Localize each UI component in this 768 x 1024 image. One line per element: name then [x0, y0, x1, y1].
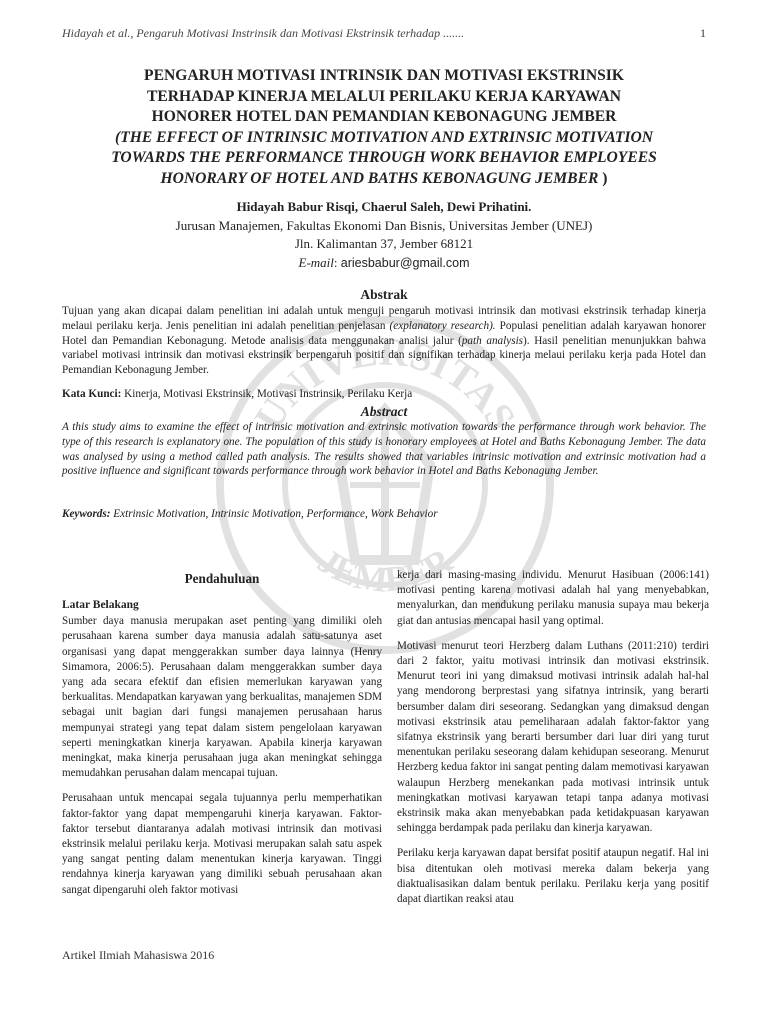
abstract-heading: Abstract — [360, 404, 408, 419]
paragraph: kerja dari masing-masing individu. Menurut Hasibuan (2006:141) motivasi penting karena motivasi adalah hal yang menyebabkan, menyalurkan, dan mendukung perilaku manusia supaya mau bekerja giat dan antusias mencapai hasil yang optimal. — [397, 569, 709, 627]
email-line: E-mail: ariesbabur@gmail.com — [298, 254, 470, 270]
page-number: 1 — [700, 26, 706, 40]
paragraph: Motivasi menurut teori Herzberg dalam Luthans (2011:210) terdiri dari 2 faktor, yaitu motivasi intrinsik dan motivasi ekstrinsik. Menurut teori ini yang dimaksud motivasi intrinsik adalah hal-hal yang mendorong berprestasi yang sifatnya intrinsik, yang berarti bersumber dalam diri seseorang. Sedangkan yang dimaksud dengan motivasi ekstrinsik atau pemeliharaan adalah faktor-faktor yang sifatnya ekstrinsik yang berarti bersumber dari luar diri yang turut menentukan perilaku seseorang dalam kehidupan seseorang. Menurut Herzberg kedua faktor ini sangat penting dalam memotivasi karyawan walaupun Herzberg menekankan pada motivasi intrinsik untuk meningkatkan motivasi karyawan tetapi tanpa adanya motivasi ekstrinsik maka akan menyebabkan pada ketidakpuasan karyawan sehingga berdampak pada perilaku dan kinerja karyawan. — [397, 639, 709, 835]
english-title-text-3: HONORARY OF HOTEL AND BATHS KEBONAGUNG JEMBER — [160, 169, 599, 187]
kata-kunci-label: Kata Kunci: — [62, 388, 122, 400]
english-title-line-3: HONORARY OF HOTEL AND BATHS KEBONAGUNG JEMBER ) — [160, 169, 608, 187]
keywords — [62, 508, 706, 520]
keywords-text: Extrinsic Motivation, Intrinsic Motivation, Performance, Work Behavior — [110, 508, 438, 520]
author-block — [40, 198, 728, 272]
affiliation: Jurusan Manajemen, Fakultas Ekonomi Dan Bisnis, Universitas Jember (UNEJ) — [175, 217, 593, 233]
abstrak-heading: Abstrak — [360, 287, 408, 302]
body-column-left — [62, 598, 382, 908]
seal-bottom-text: JEMBER — [310, 540, 460, 601]
paper-title — [40, 66, 728, 189]
title-line-2: TERHADAP KINERJA MELALUI PERILAKU KERJA KARYAWAN — [146, 87, 622, 105]
email-label: E-mail — [298, 254, 334, 270]
seal-top-text: UNIVERSITAS — [245, 328, 525, 438]
english-title-text-1: THE EFFECT OF INTRINSIC MOTIVATION AND EXTRINSIC MOTIVATION — [120, 128, 653, 146]
keywords-label: Keywords: — [62, 508, 111, 520]
english-title-line-1: (THE EFFECT OF INTRINSIC MOTIVATION AND EXTRINSIC MOTIVATION — [115, 128, 653, 146]
email-address: ariesbabur@gmail.com — [340, 255, 470, 270]
abstrak-italic-1: (explanatory research). — [389, 319, 496, 332]
author-names: Hidayah Babur Risqi, Chaerul Saleh, Dewi Prihatini. — [236, 199, 532, 214]
address: Jln. Kalimantan 37, Jember 68121 — [294, 236, 474, 251]
abstrak-italic-2: path analysis — [461, 334, 524, 347]
title-line-3: HONORER HOTEL DAN PEMANDIAN KEBONAGUNG JEMBER — [151, 108, 617, 125]
paragraph: Perilaku kerja karyawan dapat bersifat positif ataupun negatif. Hal ini bisa ditentukan oleh motivasi mereka dalam bekerja yang diaktualisasikan dalam bentuk perilaku. Perilaku kerja yang positif dapat diartikan reaksi atau — [397, 847, 709, 906]
abstrak-part-3: ). Hasil penelitian menunjukkan bahwa variabel motivasi intrinsik dan motivasi ekstrinsik berpengaruh positif dan signifikan terhadap kinerja melaui perilaku kerja pada Hotel dan Pemandian Kebonagung Jember. — [62, 334, 707, 377]
english-title-line-2: TOWARDS THE PERFORMANCE THROUGH WORK BEHAVIOR EMPLOYEES — [111, 149, 657, 166]
title-line-1: PENGARUH MOTIVASI INTRINSIK DAN MOTIVASI EKSTRINSIK — [144, 67, 624, 84]
abstrak-part-1: Tujuan yang akan dicapai dalam penelitian ini adalah untuk menguji pengaruh motivasi intrinsik dan motivasi ekstrinsik terhadap kinerja melaui perilaku kerja. Jenis penelitian ini adalah penelitian penjelasan — [62, 305, 706, 332]
section-heading-pendahuluan: Pendahuluan — [184, 571, 260, 586]
abstract-text: A this study aims to examine the effect of intrinsic motivation and extrinsic motivation towards the performance through work behavior. The type of this research is explanatory one. The population of this study is honorary employees at Hotel and Baths Kebonagung Jember. The data was analysed by using a method called path analysis. The results showed that variables intrinsic motivation and extrinsic motivation had a positive influence and significant towards performance through work behavior in Hotel and Baths Kebonagung Jember. — [62, 421, 706, 478]
body-column-right — [397, 568, 709, 917]
abstrak-part-2: Populasi penelitian adalah karyawan honorer Hotel dan Pemandian Kebonagung. Metode analisis data menggunakan analisi jalur ( — [62, 319, 706, 347]
running-head: Hidayah et al., Pengaruh Motivasi Instrinsik dan Motivasi Ekstrinsik terhadap ....... — [62, 26, 465, 40]
paragraph: Sumber daya manusia merupakan aset penting yang dimiliki oleh perusahaan karena sumber daya manusia adalah satu-satunya aset organisasi yang dapat menggerakkan sumber daya lainnya (Henry Simamora, 2006:5). Perusahaan dalam menggerakkan sumber daya yang ada secara efektif dan efisien memerlukan karyawan yang berkualitas. Mendapatkan karyawan yang berkualitas, manajemen SDM sebagai unit bagian dari fungsi manajemen perusahaan harus mempunyai strategi yang tepat dalam sistem pengelolaan karyawan seperti meningkatkan kinerja karyawan. Apabila kinerja karyawan meningkat, maka kinerja perusahaan juga akan meningkat sehingga memudahkan perusahan dalam mencapai tujuan. — [62, 615, 382, 780]
abstrak-text — [62, 304, 706, 378]
kata-kunci — [62, 388, 706, 400]
kata-kunci-text: Kinerja, Motivasi Ekstrinsik, Motivasi Instrinsik, Perilaku Kerja — [121, 388, 413, 400]
paragraph: Perusahaan untuk mencapai segala tujuannya perlu memperhatikan faktor-faktor yang dapat mempengaruhi kinerja karyawan. Faktor- faktor tersebut diantaranya adalah motivasi intrinsik dan motivasi ekstrinsik melalui perilaku kerja. Motivasi merupakan salah satu aspek yang sangat penting dalam menentukan kinerja karyawan. Tinggi rendahnya kinerja karyawan yang dimiliki sebuah perusahaan akan sangat dipengaruhi oleh faktor motivasi — [62, 792, 382, 896]
subheading-latar-belakang: Latar Belakang — [62, 599, 139, 611]
footer: Artikel Ilmiah Mahasiswa 2016 — [62, 948, 215, 962]
